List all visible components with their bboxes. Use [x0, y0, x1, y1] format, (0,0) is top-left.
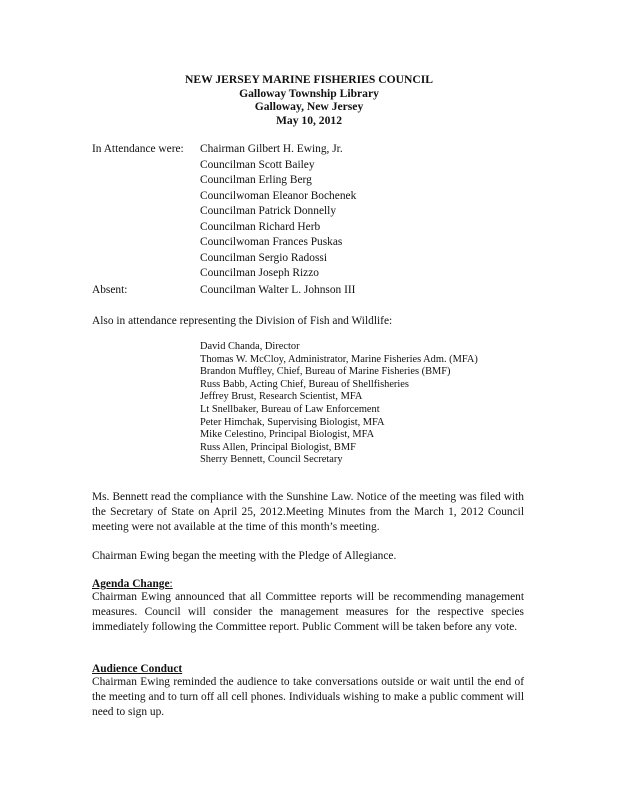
location-city: Galloway, New Jersey: [254, 100, 364, 114]
attendee: Councilman Patrick Donnelly: [200, 205, 337, 217]
staff-member: David Chanda, Director: [200, 341, 300, 352]
attendance-list: [200, 142, 356, 282]
attendee: Councilwoman Frances Puskas: [200, 236, 343, 248]
division-staff-list: [200, 341, 478, 467]
document-header: [0, 73, 618, 127]
attendee: Councilman Richard Herb: [200, 220, 321, 233]
attendee: Councilman Erling Berg: [200, 174, 312, 186]
sunshine-law-paragraph: Ms. Bennett read the compliance with the Sunshine Law. Notice of the meeting was filed with the Secretary of State on April 25, 2012.Meeting Minutes from the March 1, 2012 Council meeting were not available at the time of this month’s meeting.: [92, 491, 524, 533]
agenda-change-paragraph: Chairman Ewing announced that all Committee reports will be recommending management measures. Council will consider the management measures for the respective species immediately following the Committee report. Public Comment will be taken before any vote.: [92, 591, 524, 633]
attendee: Councilman Sergio Radossi: [200, 251, 327, 264]
pledge-paragraph: Chairman Ewing began the meeting with the Pledge of Allegiance.: [92, 550, 397, 562]
staff-member: Lt Snellbaker, Bureau of Law Enforcement: [200, 403, 380, 415]
absent-label: Absent:: [92, 284, 128, 296]
attendee: Chairman Gilbert H. Ewing, Jr.: [200, 143, 343, 155]
staff-member: Jeffrey Brust, Research Scientist, MFA: [200, 391, 363, 403]
staff-member: Russ Babb, Acting Chief, Bureau of Shellfisheries: [200, 378, 409, 390]
attendee: Councilman Scott Bailey: [200, 158, 315, 171]
attendee: Councilwoman Eleanor Bochenek: [200, 189, 357, 202]
agenda-change-colon: :: [169, 578, 173, 590]
absent-member: Councilman Walter L. Johnson III: [200, 284, 356, 296]
staff-member: Brandon Muffley, Chief, Bureau of Marine Fisheries (BMF): [200, 366, 451, 378]
staff-member: Mike Celestino, Principal Biologist, MFA: [200, 429, 375, 441]
audience-conduct-paragraph: Chairman Ewing reminded the audience to take conversations outside or wait until the end of the meeting and to turn off all cell phones. Individuals wishing to make a public comment will need to sign up.: [92, 676, 524, 718]
attendance-label: In Attendance were:: [92, 143, 184, 155]
staff-member: Peter Himchak, Supervising Biologist, MFA: [200, 416, 385, 428]
audience-conduct-heading: Audience Conduct: [92, 663, 183, 675]
staff-member: Russ Allen, Principal Biologist, BMF: [200, 441, 356, 453]
attendee: Councilman Joseph Rizzo: [200, 267, 319, 279]
staff-member: Thomas W. McCloy, Administrator, Marine Fisheries Adm. (MFA): [200, 353, 478, 365]
council-title: NEW JERSEY MARINE FISHERIES COUNCIL: [184, 73, 434, 86]
meeting-date: May 10, 2012: [275, 113, 342, 127]
agenda-change-heading-text: Agenda Change: [92, 578, 170, 590]
location-name: Galloway Township Library: [239, 86, 379, 100]
also-attendance-intro: Also in attendance representing the Division of Fish and Wildlife:: [92, 315, 393, 327]
staff-member: Sherry Bennett, Council Secretary: [200, 454, 343, 466]
